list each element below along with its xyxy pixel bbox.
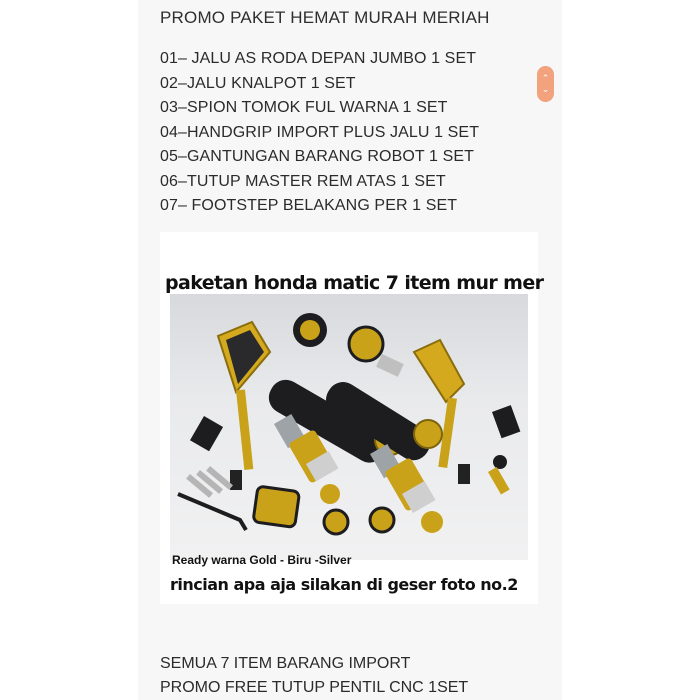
list-item: 04–HANDGRIP IMPORT PLUS JALU 1 SET (160, 123, 480, 141)
promo-title: PROMO PAKET HEMAT MURAH MERIAH (160, 8, 490, 27)
chevron-down-icon[interactable]: ⌄ (541, 84, 550, 94)
list-item: 07– FOOTSTEP BELAKANG PER 1 SET (160, 197, 458, 214)
scroll-toggle-button[interactable] (537, 66, 554, 102)
mount-block-image (190, 416, 223, 451)
hanger-hook-image (253, 486, 300, 527)
package-item-list (160, 47, 479, 219)
chevron-up-icon[interactable]: ⌃ (541, 73, 550, 83)
list-item: 03–SPION TOMOK FUL WARNA 1 SET (160, 99, 448, 116)
list-item: 01– JALU AS RODA DEPAN JUMBO 1 SET (160, 50, 477, 67)
axle-slider-image (349, 327, 383, 361)
footer-line: SEMUA 7 ITEM BARANG IMPORT (160, 655, 411, 672)
right-mirror-image (414, 340, 470, 484)
product-photo (170, 294, 528, 560)
motorcycle-parts-illustration (170, 294, 528, 560)
list-item: 02–JALU KNALPOT 1 SET (160, 74, 356, 92)
color-options-text: Ready warna Gold - Biru -Silver (172, 553, 352, 567)
left-mirror-image (218, 322, 270, 490)
list-item: 06–TUTUP MASTER REM ATAS 1 SET (160, 172, 446, 190)
valve-cap-image (324, 510, 348, 534)
footer-line: PROMO FREE TUTUP PENTIL CNC 1SET (160, 679, 469, 696)
promo-footer (160, 652, 468, 700)
swipe-hint-text: rincian apa aja silakan di geser foto no.2 (170, 575, 518, 594)
hex-key-image (178, 494, 246, 530)
list-item: 05–GANTUNGAN BARANG ROBOT 1 SET (160, 148, 474, 165)
photo-heading: paketan honda matic 7 item mur mer (165, 272, 544, 294)
